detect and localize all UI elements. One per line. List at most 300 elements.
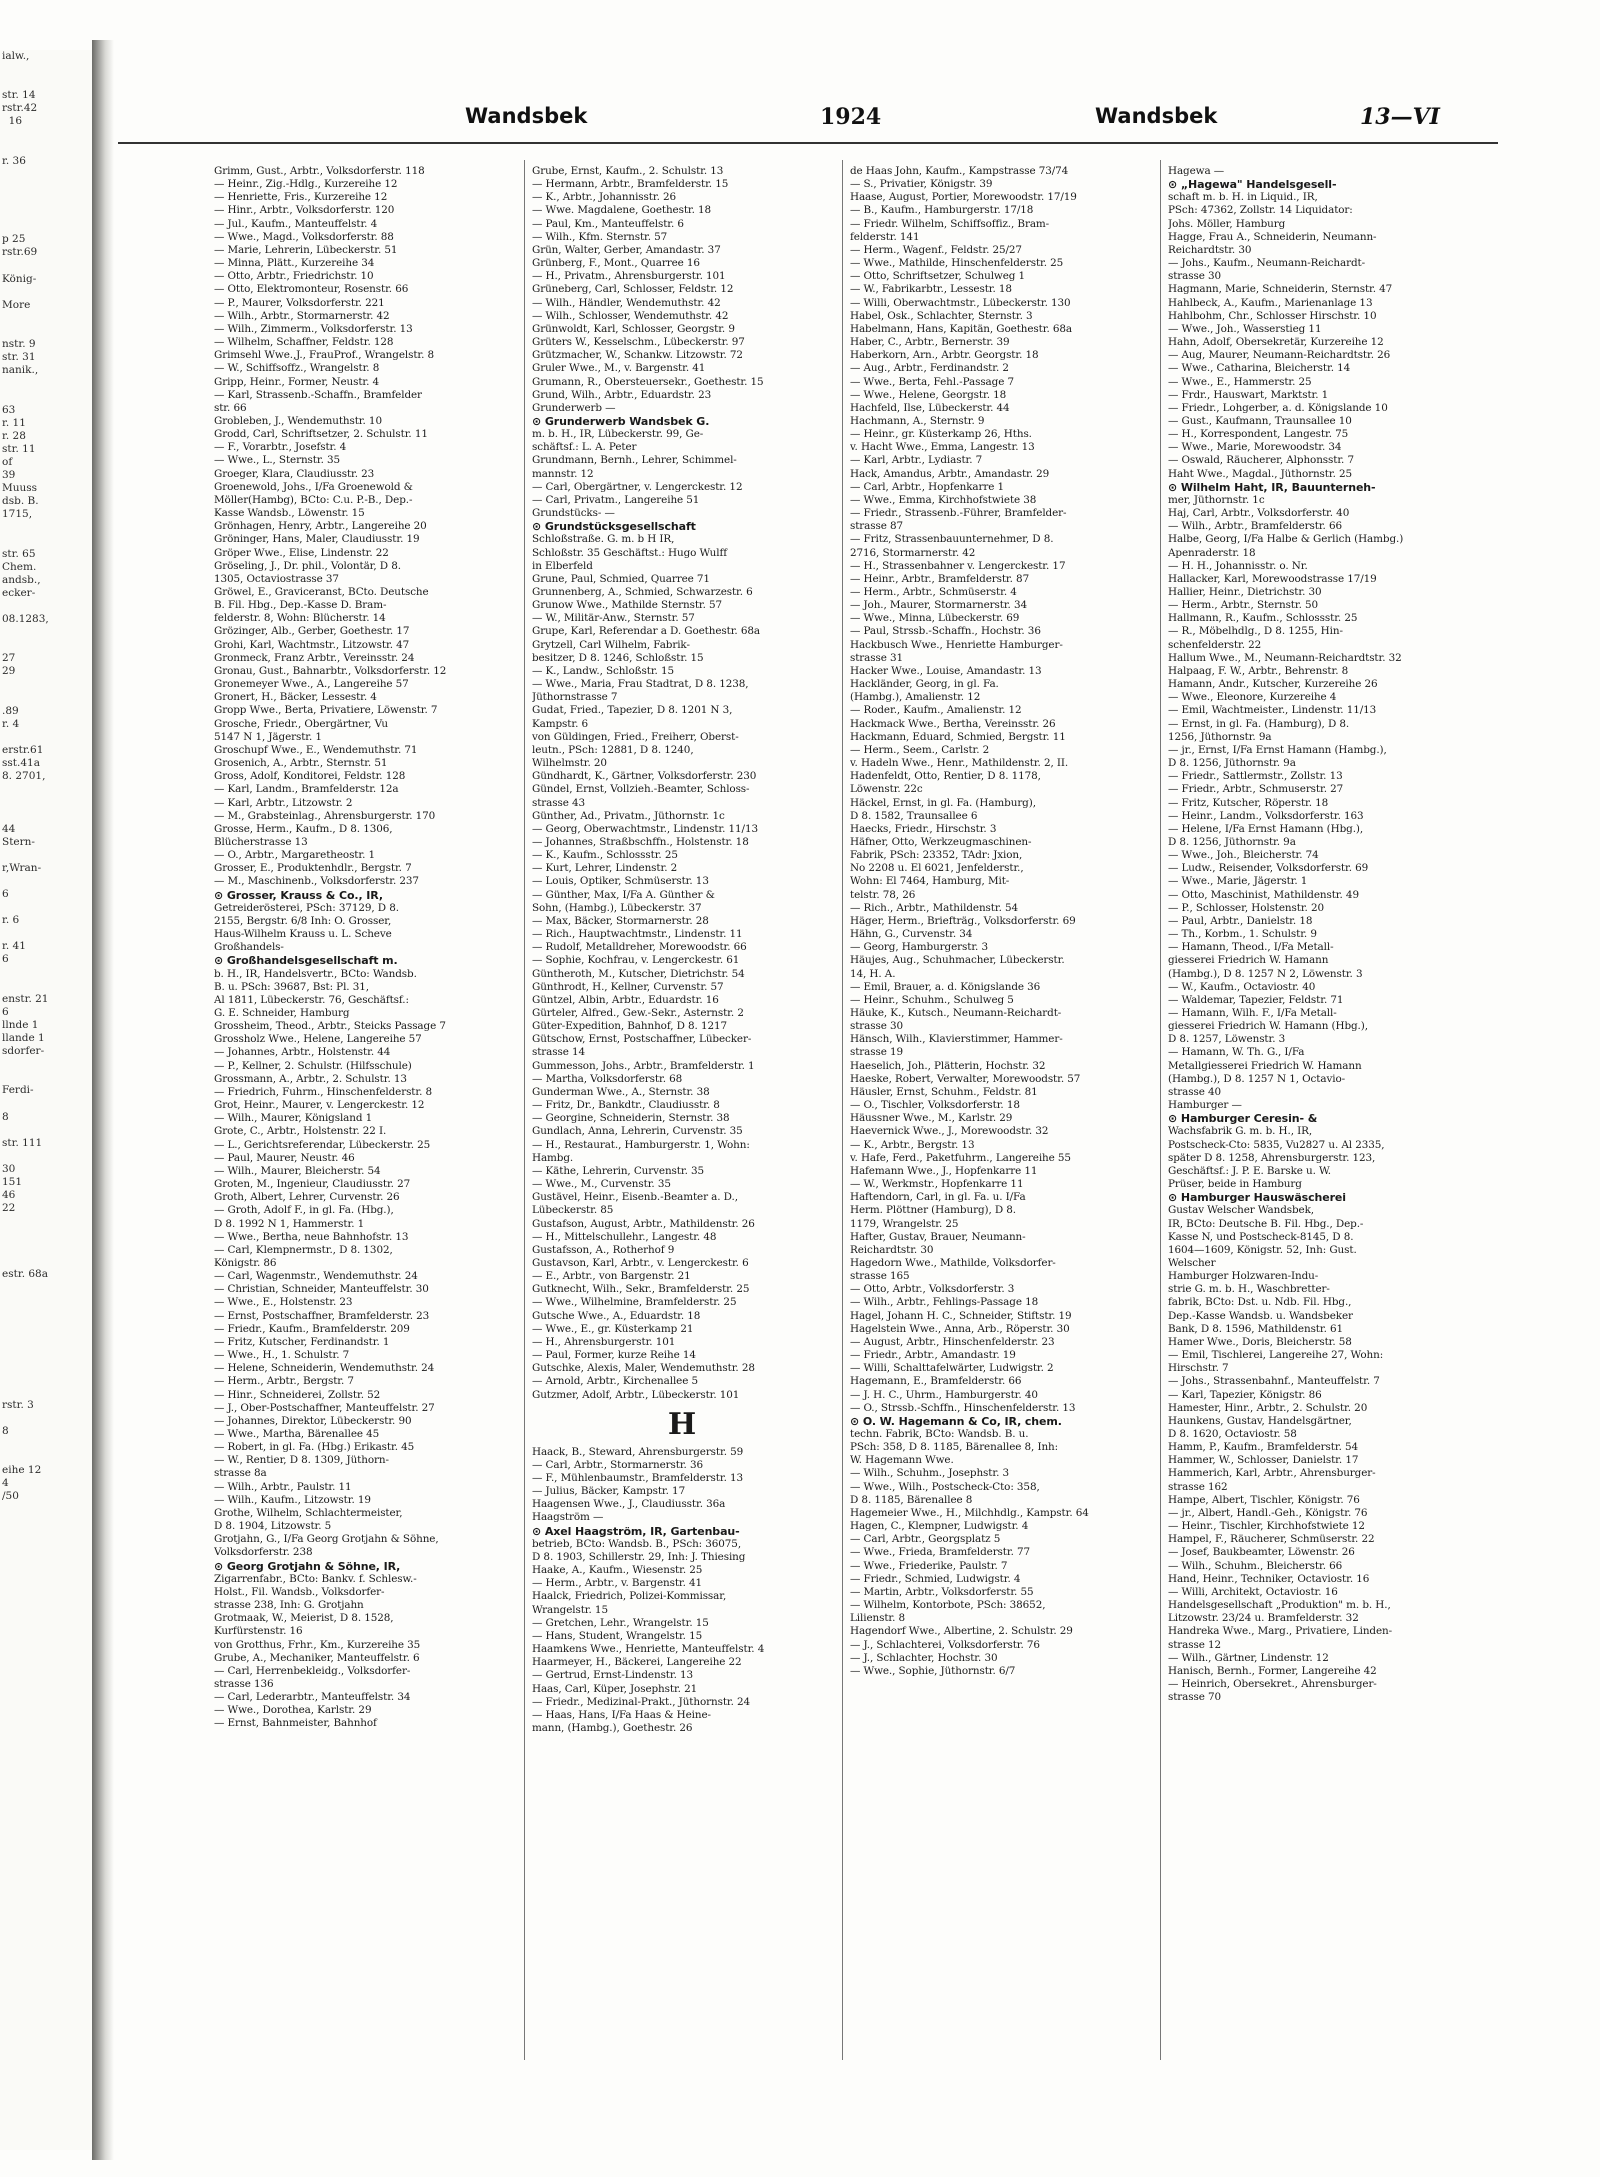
directory-entry: Grundmann, Bernh., Lehrer, Schimmel-: [532, 454, 737, 467]
directory-entry: — Minna, Plätt., Kurzereihe 34: [214, 257, 375, 270]
directory-entry: D 8. 1257, Löwenstr. 3: [1168, 1033, 1286, 1046]
directory-entry: — Gust., Kaufmann, Traunsallee 10: [1168, 414, 1352, 427]
directory-entry: — H., Korrespondent, Langestr. 75: [1168, 428, 1349, 441]
directory-entry: Häger, Herm., Briefträg., Volksdorferstr. 69: [850, 914, 1076, 927]
prev-page-text: Chem.: [2, 560, 37, 573]
directory-entry: Zigarrenfabr., BCto: Bankv. f. Schlesw.-: [214, 1572, 417, 1585]
prev-page-text: [0, 901, 92, 914]
directory-entry: — Otto, Arbtr., Friedrichstr. 10: [214, 270, 374, 283]
prev-page-text: [0, 286, 92, 299]
directory-entry: Hamm, P., Kaufm., Bramfelderstr. 54: [1168, 1441, 1359, 1454]
directory-entry: Häujes, Aug., Schuhmacher, Lübeckerstr.: [850, 954, 1065, 967]
column-divider: [524, 160, 525, 2060]
prev-page-text: str. 14: [2, 89, 36, 102]
directory-entry: — Wwe., Berta, Fehl.-Passage 7: [850, 375, 1014, 388]
directory-entry: Kasse Wandsb., Löwenstr. 15: [214, 507, 365, 520]
directory-entry: Günthrodt, H., Kellner, Curvenstr. 57: [532, 980, 724, 993]
directory-entry: Hadenfeldt, Otto, Rentier, D 8. 1178,: [850, 770, 1041, 783]
prev-page-text: r. 41: [2, 940, 26, 953]
directory-entry: 1305, Octaviostrasse 37: [214, 572, 339, 585]
directory-entry: leutn., PSch: 12881, D 8. 1240,: [532, 743, 694, 756]
directory-entry: — S., Privatier, Königstr. 39: [850, 178, 993, 191]
directory-entry: — Herm., Arbtr., Sternstr. 50: [1168, 599, 1319, 612]
directory-entry: techn. Fabrik, BCto: Wandsb. B. u.: [850, 1428, 1029, 1440]
directory-entry: — Oswald, Räucherer, Alphonsstr. 7: [1168, 454, 1354, 467]
directory-entry: — Ernst, Bahnmeister, Bahnhof: [214, 1717, 377, 1730]
prev-page-text: [0, 63, 92, 76]
directory-entry: — J., Schlachterei, Volksdorferstr. 76: [850, 1638, 1040, 1651]
directory-entry: Prüser, beide in Hamburg: [1168, 1178, 1302, 1191]
directory-entry: PSch: 358, D 8. 1185, Bärenallee 8, Inh:: [850, 1441, 1059, 1454]
directory-entry: D 8. 1256, Jüthornstr. 9a: [1168, 835, 1296, 848]
directory-entry: — W., Schiffsoffz., Wrangelstr. 8: [214, 362, 380, 375]
directory-entry: G. E. Schneider, Hamburg: [214, 1007, 350, 1019]
directory-entry: — Wilh., Kfm. Sternstr. 57: [532, 230, 668, 243]
directory-entry: Halbe, Georg, I/Fa Halbe & Gerlich (Hambg.): [1168, 533, 1404, 546]
directory-entry: — Max, Bäcker, Stormarnerstr. 28: [532, 914, 709, 927]
prev-page-text: 22: [2, 1202, 16, 1215]
directory-entry: Geschäftsf.: J. P. E. Barske u. W.: [1168, 1164, 1332, 1177]
directory-entry: Lilienstr. 8: [850, 1612, 906, 1625]
directory-entry: — Wwe., Bertha, neue Bahnhofstr. 13: [214, 1230, 409, 1243]
directory-entry: — Karl, Tapezier, Königstr. 86: [1168, 1388, 1322, 1401]
prev-page-text: r,Wran-: [2, 861, 42, 874]
directory-entry: Grimm, Gust., Arbtr., Volksdorferstr. 118: [214, 165, 425, 177]
directory-entry: Metallgiesserei Friedrich W. Hamann: [1168, 1059, 1362, 1072]
directory-entry: — Wwe. Magdalene, Goethestr. 18: [532, 204, 712, 217]
directory-entry: Hackbusch Wwe., Henriette Hamburger-: [850, 638, 1063, 651]
directory-entry: Hafter, Gustav, Brauer, Neumann-: [850, 1230, 1026, 1243]
directory-entry: felderstr. 141: [850, 230, 920, 243]
directory-entry: Haas, Carl, Küper, Josephstr. 21: [532, 1682, 698, 1695]
directory-entry: Grube, A., Mechaniker, Manteuffelstr. 6: [214, 1651, 420, 1664]
directory-entry: Gronau, Gust., Bahnarbtr., Volksdorferstr. 12: [214, 664, 447, 677]
directory-entry: Hachmann, A., Sternstr. 9: [850, 414, 985, 427]
directory-entry: strasse 165: [850, 1270, 910, 1283]
directory-entry: Habelmann, Hans, Kapitän, Goethestr. 68a: [850, 322, 1072, 335]
directory-entry: D 8. 1256, Jüthornstr. 9a: [1168, 757, 1296, 770]
prev-page-text: /50: [2, 1490, 19, 1503]
directory-entry: Habel, Osk., Schlachter, Sternstr. 3: [850, 309, 1033, 322]
directory-entry: strasse 238, Inh: G. Grotjahn: [214, 1599, 364, 1612]
prev-page-text: [0, 1451, 92, 1464]
prev-page-text: [0, 1255, 92, 1268]
directory-entry: — Wwe., Joh., Bleicherstr. 74: [1168, 849, 1319, 862]
directory-entry: — Karl, Arbtr., Lydiastr. 7: [850, 454, 983, 467]
directory-entry: Grund, Wilh., Arbtr., Eduardstr. 23: [532, 388, 712, 401]
directory-entry: D 8. 1620, Octaviostr. 58: [1168, 1428, 1297, 1440]
directory-entry: — W., Rentier, D 8. 1309, Jüthorn-: [214, 1454, 389, 1467]
directory-entry: Gustav Welscher Wandsbek,: [1168, 1204, 1314, 1217]
prev-page-text: [0, 626, 92, 639]
directory-entry: — Hamann, Theod., I/Fa Metall-: [1168, 941, 1334, 954]
prev-page-text: ialw.,: [2, 50, 30, 62]
directory-entry: Gürteler, Alfred., Gew.-Sekr., Asternstr. 2: [532, 1007, 744, 1019]
directory-entry: Haarmeyer, H., Bäckerei, Langereihe 22: [532, 1656, 742, 1669]
directory-entry: Volksdorferstr. 238: [214, 1546, 313, 1559]
prev-page-text: 30: [2, 1162, 16, 1175]
directory-entry: 2716, Stormarnerstr. 42: [850, 546, 976, 559]
directory-entry: (Hambg.), D 8. 1257 N 2, Löwenstr. 3: [1168, 967, 1363, 980]
directory-entry: — B., Kaufm., Hamburgerstr. 17/18: [850, 204, 1034, 217]
prev-page-text: [0, 377, 92, 390]
directory-entry: — Robert, in gl. Fa. (Hbg.) Erikastr. 45: [214, 1441, 415, 1454]
directory-entry: — Wwe., Wilh., Postscheck-Cto: 358,: [850, 1480, 1040, 1493]
directory-entry: Hallier, Heinr., Dietrichstr. 30: [1168, 586, 1322, 598]
directory-entry: — Wilhelm, Kontorbote, PSch: 38652,: [850, 1599, 1046, 1612]
directory-entry: Handelsgesellschaft „Produktion" m. b. H.,: [1168, 1599, 1391, 1612]
directory-entry: — Wilh., Schlosser, Wendemuthstr. 42: [532, 309, 729, 322]
directory-entry: — Willi, Oberwachtmstr., Lübeckerstr. 130: [850, 296, 1071, 309]
directory-entry: — Friedr., Arbtr., Schmuserstr. 27: [1168, 783, 1344, 796]
column-divider: [842, 160, 843, 2060]
directory-entry: — Louis, Optiker, Schmüserstr. 13: [532, 875, 709, 888]
directory-entry: Haht Wwe., Magdal., Jüthornstr. 25: [1168, 467, 1353, 480]
directory-entry: Hirschstr. 7: [1168, 1362, 1229, 1375]
directory-entry: v. Hafe, Ferd., Paketfuhrm., Langereihe 55: [850, 1151, 1071, 1164]
directory-entry: — jr., Albert, Handl.-Geh., Königstr. 76: [1168, 1506, 1368, 1519]
prev-page-text: [0, 927, 92, 940]
directory-entry: Grünwoldt, Karl, Schlosser, Georgstr. 9: [532, 322, 735, 335]
prev-page-text: [0, 260, 92, 273]
directory-entry: von Grotthus, Frhr., Km., Kurzereihe 35: [214, 1638, 421, 1651]
directory-entry: — W., Kaufm., Octaviostr. 40: [1168, 980, 1316, 993]
directory-entry: B. Fil. Hbg., Dep.-Kasse D. Bram-: [214, 599, 387, 612]
prev-page-text: sst.41a: [2, 757, 40, 770]
directory-entry: Gutsche Wwe., A., Eduardstr. 18: [532, 1309, 701, 1322]
directory-entry: mann, (Hambg.), Goethestr. 26: [532, 1721, 693, 1734]
directory-entry: Hahlbeck, A., Kaufm., Marienanlage 13: [1168, 296, 1373, 309]
directory-entry: Hacker Wwe., Louise, Amandastr. 13: [850, 664, 1042, 677]
prev-page-text: r. 6: [2, 914, 20, 927]
directory-entry: Groeger, Klara, Claudiusstr. 23: [214, 467, 375, 480]
prev-page-text: str. 111: [2, 1136, 43, 1149]
directory-entry: Hachfeld, Ilse, Lübeckerstr. 44: [850, 401, 1010, 414]
directory-entry: Hackmann, Eduard, Schmied, Bergstr. 11: [850, 730, 1066, 743]
directory-entry: — Käthe, Lehrerin, Curvenstr. 35: [532, 1164, 704, 1177]
prev-page-text: [0, 168, 92, 181]
directory-entry: — Herm., Seem., Carlstr. 2: [850, 743, 990, 756]
directory-entry: — Rich., Arbtr., Mathildenstr. 54: [850, 901, 1018, 914]
directory-entry: strasse 14: [532, 1046, 586, 1059]
directory-entry: (Hambg.), Amalienstr. 12: [850, 691, 981, 704]
directory-entry: — Wilh., Zimmerm., Volksdorferstr. 13: [214, 322, 413, 335]
prev-page-text: 16: [2, 115, 23, 128]
directory-entry: — H. H., Johannisstr. o. Nr.: [1168, 559, 1308, 572]
directory-entry: — Helene, Schneiderin, Wendemuthstr. 24: [214, 1362, 435, 1375]
directory-entry: — Wwe., Wilhelmine, Bramfelderstr. 25: [532, 1296, 737, 1309]
prev-page-text: [0, 142, 92, 155]
prev-page-text: rstr.69: [2, 246, 38, 259]
directory-entry: — Otto, Elektromonteur, Rosenstr. 66: [214, 283, 409, 296]
prev-page-text: [0, 967, 92, 980]
directory-entry: Grunderwerb —: [532, 401, 616, 414]
book-gutter: [92, 40, 114, 2160]
previous-page-fragment: [0, 50, 94, 2150]
directory-entry: — Gertrud, Ernst-Lindenstr. 13: [532, 1669, 694, 1682]
directory-entry: — Paul, Maurer, Neustr. 46: [214, 1151, 355, 1164]
prev-page-text: rstr. 3: [2, 1398, 34, 1411]
directory-entry: — Martha, Volksdorferstr. 68: [532, 1072, 683, 1085]
directory-entry: Wrangelstr. 15: [532, 1603, 608, 1616]
directory-entry: Grützmacher, W., Schankw. Litzowstr. 72: [532, 349, 743, 362]
prev-page-text: [0, 194, 92, 207]
directory-entry: Hammerich, Karl, Arbtr., Ahrensburger-: [1168, 1467, 1376, 1480]
directory-entry: Postscheck-Cto: 5835, Vu2827 u. Al 2335,: [1168, 1138, 1385, 1151]
directory-entry: Häfner, Otto, Werkzeugmaschinen-: [850, 835, 1032, 848]
directory-entry: — Herm., Arbtr., v. Bargenstr. 41: [532, 1577, 703, 1590]
directory-entry: — Kurt, Lehrer, Lindenstr. 2: [532, 862, 678, 875]
directory-entry: — Emil, Brauer, a. d. Königslande 36: [850, 980, 1041, 993]
prev-page-text: [0, 1215, 92, 1228]
directory-entry: — Heinr., Schuhm., Schulweg 5: [850, 993, 1014, 1006]
directory-entry: Grosser, E., Produktenhdlr., Bergstr. 7: [214, 862, 412, 875]
prev-page-text: of: [2, 455, 13, 468]
directory-entry: — H., Ahrensburgerstr. 101: [532, 1335, 676, 1348]
directory-entry: — Carl, Lederarbtr., Manteuffelstr. 34: [214, 1691, 411, 1704]
directory-entry: — Jul., Kaufm., Manteuffelstr. 4: [214, 217, 378, 230]
running-head-left: Wandsbek: [465, 104, 588, 128]
directory-entry: — Carl, Arbtr., Georgsplatz 5: [850, 1533, 1001, 1546]
directory-entry: Grot, Heinr., Maurer, v. Lengerckestr. 12: [214, 1099, 425, 1112]
directory-entry: strasse 30: [850, 1020, 904, 1033]
directory-entry: — Wwe., E., Hammerstr. 25: [1168, 375, 1312, 388]
directory-entry: Grundstücks- —: [532, 507, 615, 520]
directory-entry: — O., Tischler, Volksdorferstr. 18: [850, 1099, 1020, 1112]
directory-entry: Häckel, Ernst, in gl. Fa. (Hamburg),: [850, 796, 1036, 809]
prev-page-text: [0, 521, 92, 534]
directory-entry: — Carl, Arbtr., Hopfenkarre 1: [850, 480, 1005, 493]
directory-entry: — Wilh., Gärtner, Lindenstr. 12: [1168, 1651, 1329, 1664]
directory-entry: B. u. PSch: 39687, Bst: Pl. 31,: [214, 980, 369, 993]
directory-entry: Kampstr. 6: [532, 717, 589, 730]
directory-entry: — Wwe., Eleonore, Kurzereihe 4: [1168, 691, 1337, 704]
directory-entry: Hafemann Wwe., J., Hopfenkarre 11: [850, 1164, 1038, 1177]
directory-entry: Johs. Möller, Hamburg: [1168, 217, 1286, 230]
directory-entry: Kurfürstenstr. 16: [214, 1625, 303, 1638]
directory-entry: D 8. 1185, Bärenallee 8: [850, 1493, 973, 1506]
prev-page-text: [0, 325, 92, 338]
directory-entry: — Johannes, Straßbschffn., Holstenstr. 18: [532, 835, 749, 848]
directory-entry: — Hermann, Arbtr., Bramfelderstr. 15: [532, 178, 729, 191]
directory-entry: W. Hagemann Wwe.: [850, 1454, 954, 1467]
directory-entry: — P., Schlosser, Holstenstr. 20: [1168, 901, 1324, 914]
directory-entry: Grohi, Karl, Wachtmstr., Litzowstr. 47: [214, 638, 410, 651]
firm-entry: ⊙ Grosser, Krauss & Co., IR,: [214, 888, 383, 902]
directory-entry: Gronert, H., Bäcker, Lessestr. 4: [214, 691, 377, 704]
prev-page-text: 46: [2, 1189, 16, 1202]
directory-entry: Haamkens Wwe., Henriette, Manteuffelstr. 4: [532, 1643, 765, 1656]
directory-column-4: [1168, 165, 1476, 2065]
column-divider: [1160, 160, 1161, 2060]
prev-page-text: [0, 875, 92, 888]
directory-entry: — Friedr. Wilhelm, Schiffsoffiz., Bram-: [850, 217, 1050, 230]
directory-entry: str. 66: [214, 401, 247, 414]
directory-entry: — Wilh., Maurer, Königsland 1: [214, 1112, 373, 1125]
prev-page-text: 4: [2, 1477, 9, 1490]
directory-entry: Apenraderstr. 18: [1168, 546, 1256, 559]
directory-entry: Gröper Wwe., Elise, Lindenstr. 22: [214, 546, 389, 559]
prev-page-text: 8. 2701,: [2, 770, 46, 783]
directory-entry: Hammer, W., Schlosser, Danielstr. 17: [1168, 1454, 1359, 1467]
directory-entry: — F., Mühlenbaumstr., Bramfelderstr. 13: [532, 1472, 744, 1484]
directory-entry: Gündel, Ernst, Vollzieh.-Beamter, Schloss-: [532, 783, 750, 796]
directory-entry: Hampe, Albert, Tischler, Königstr. 76: [1168, 1493, 1360, 1506]
prev-page-text: r. 36: [2, 154, 26, 167]
directory-entry: fabrik, BCto: Dst. u. Ndb. Fil. Hbg.,: [1168, 1296, 1352, 1309]
directory-entry: — Wilh., Arbtr., Bramfelderstr. 66: [1168, 520, 1342, 533]
prev-page-text: [0, 692, 92, 705]
directory-entry: in Elberfeld: [532, 559, 593, 572]
prev-page-text: [0, 1359, 92, 1372]
directory-entry: Gustävel, Heinr., Eisenb.-Beamter a. D.,: [532, 1191, 738, 1204]
directory-entry: — Friedr., Lohgerber, a. d. Königslande 10: [1168, 401, 1388, 414]
directory-entry: Sohn, (Hambg.), Lübeckerstr. 37: [532, 901, 702, 914]
directory-entry: — Hamann, Wilh. F., I/Fa Metall-: [1168, 1007, 1337, 1019]
directory-entry: IR, BCto: Deutsche B. Fil. Hbg., Dep.-: [1168, 1217, 1364, 1230]
directory-entry: v. Hadeln Wwe., Henr., Mathildenstr. 2, II.: [850, 757, 1069, 770]
directory-entry: — Hinr., Arbtr., Volksdorferstr. 120: [214, 204, 395, 217]
directory-entry: Gronmeck, Franz Arbtr., Vereinsstr. 24: [214, 651, 415, 664]
directory-entry: — L., Gerichtsreferendar, Lübeckerstr. 25: [214, 1138, 431, 1151]
prev-page-text: [0, 1372, 92, 1385]
directory-entry: Häusler, Ernst, Schuhm., Feldstr. 81: [850, 1085, 1038, 1098]
directory-entry: Hallmann, R., Kaufm., Schlossstr. 25: [1168, 612, 1358, 625]
directory-entry: — Groth, Adolf F., in gl. Fa. (Hbg.),: [214, 1204, 394, 1217]
directory-entry: Hahn, Adolf, Obersekretär, Kurzereihe 12: [1168, 336, 1384, 349]
directory-entry: — Fritz, Kutscher, Ferdinandstr. 1: [214, 1335, 390, 1348]
directory-entry: Grupe, Karl, Referendar a D. Goethestr. 68a: [532, 625, 760, 638]
directory-column-1: [214, 165, 514, 2065]
directory-entry: — Arnold, Arbtr., Kirchenallee 5: [532, 1375, 698, 1388]
directory-entry: m. b. H., IR, Lübeckerstr. 99, Ge-: [532, 428, 704, 441]
directory-entry: D 8. 1582, Traunsallee 6: [850, 809, 978, 822]
directory-entry: — Otto, Maschinist, Mathildenstr. 49: [1168, 888, 1359, 901]
directory-entry: Güntheroth, M., Kutscher, Dietrichstr. 54: [532, 967, 745, 980]
directory-entry: — M., Grabsteinlag., Ahrensburgerstr. 170: [214, 809, 436, 822]
prev-page-text: [0, 1294, 92, 1307]
directory-entry: Gropp Wwe., Berta, Privatiere, Löwenstr. 7: [214, 704, 438, 717]
directory-entry: — Heinrich, Obersekret., Ahrensburger-: [1168, 1677, 1377, 1690]
directory-entry: Güter-Expedition, Bahnhof, D 8. 1217: [532, 1020, 728, 1033]
prev-page-text: 39: [2, 469, 16, 481]
directory-entry: — Carl, Arbtr., Stormarnerstr. 36: [532, 1458, 703, 1471]
directory-entry: — Fritz, Kutscher, Röperstr. 18: [1168, 796, 1329, 809]
prev-page-text: [0, 1320, 92, 1333]
directory-entry: — Hamann, W. Th. G., I/Fa: [1168, 1046, 1305, 1059]
directory-entry: — H., Restaurat., Hamburgerstr. 1, Wohn:: [532, 1138, 750, 1151]
prev-page-text: [0, 220, 92, 233]
directory-entry: — Georg, Oberwachtmstr., Lindenstr. 11/13: [532, 822, 758, 835]
directory-entry: Gruler Wwe., M., v. Bargenstr. 41: [532, 362, 706, 375]
directory-entry: — Sophie, Kochfrau, v. Lengerckestr. 61: [532, 954, 740, 967]
directory-entry: Gutknecht, Wilh., Sekr., Bramfelderstr. 25: [532, 1283, 750, 1296]
directory-entry: Welscher: [1168, 1256, 1216, 1269]
prev-page-text: [0, 390, 92, 403]
directory-entry: Gröwel, E., Graviceranst, BCto. Deutsche: [214, 586, 429, 598]
directory-entry: — W., Werkmstr., Hopfenkarre 11: [850, 1178, 1024, 1191]
directory-entry: — Haas, Hans, I/Fa Haas & Heine-: [532, 1708, 711, 1721]
directory-entry: — Wwe., Marie, Morewoodstr. 34: [1168, 441, 1342, 454]
directory-entry: — Emil, Tischlerei, Langereihe 27, Wohn:: [1168, 1349, 1384, 1362]
directory-entry: Bank, D 8. 1596, Mathildenstr. 61: [1168, 1322, 1344, 1335]
directory-entry: — Christian, Schneider, Manteuffelstr. 30: [214, 1283, 429, 1296]
directory-entry: — Wilh., Händler, Wendemuthstr. 42: [532, 296, 721, 309]
directory-entry: — Fritz, Dr., Bankdtr., Claudiusstr. 8: [532, 1099, 720, 1112]
directory-entry: — Wwe., Martha, Bärenallee 45: [214, 1428, 380, 1440]
directory-entry: Herm. Plöttner (Hamburg), D 8.: [850, 1204, 1017, 1217]
directory-entry: Löwenstr. 22c: [850, 783, 923, 796]
directory-entry: — Friedr., Medizinal-Prakt., Jüthornstr. 24: [532, 1695, 751, 1708]
prev-page-text: 08.1283,: [2, 613, 49, 626]
prev-page-text: [0, 312, 92, 325]
directory-entry: Hahlbohm, Chr., Schlosser Hirschstr. 10: [1168, 309, 1377, 322]
directory-entry: — O., Strssb.-Schffn., Hinschenfelderstr. 13: [850, 1401, 1076, 1414]
directory-entry: — Martin, Arbtr., Volksdorferstr. 55: [850, 1585, 1034, 1598]
directory-entry: 2155, Bergstr. 6/8 Inh: O. Grosser,: [214, 914, 392, 927]
directory-entry: Grote, C., Arbtr., Holstenstr. 22 I.: [214, 1125, 387, 1138]
directory-entry: Haake, A., Kaufm., Wiesenstr. 25: [532, 1564, 703, 1577]
directory-entry: — jr., Ernst, I/Fa Ernst Hamann (Hambg.),: [1168, 743, 1387, 756]
directory-entry: Gröninger, Hans, Maler, Claudiusstr. 19: [214, 533, 420, 546]
prev-page-text: dsb. B.: [2, 495, 39, 508]
prev-page-text: enstr. 21: [2, 992, 49, 1005]
directory-entry: — Herm., Arbtr., Bergstr. 7: [214, 1375, 354, 1388]
directory-entry: — Wilh., Kaufm., Litzowstr. 19: [214, 1493, 371, 1506]
directory-entry: — Wilh., Schuhm., Bleicherstr. 66: [1168, 1559, 1343, 1572]
directory-entry: Hampel, F., Räucherer, Schmüserstr. 22: [1168, 1533, 1375, 1546]
directory-entry: Hagewa —: [1168, 165, 1225, 177]
directory-entry: — Waldemar, Tapezier, Feldstr. 71: [1168, 993, 1344, 1006]
prev-page-text: p 25: [2, 233, 26, 246]
directory-entry: schäftsf.: L. A. Peter: [532, 441, 637, 454]
directory-entry: — Rich., Hauptwachtmstr., Lindenstr. 11: [532, 928, 743, 941]
directory-entry: Gripp, Heinr., Former, Neustr. 4: [214, 375, 380, 388]
firm-entry: ⊙ Wilhelm Haht, IR, Bauunterneh-: [1168, 480, 1376, 494]
directory-entry: — Wilh., Schuhm., Josephstr. 3: [850, 1467, 1010, 1480]
prev-page-text: [0, 76, 92, 89]
directory-entry: — Carl, Privatm., Langereihe 51: [532, 493, 700, 506]
directory-entry: — Wwe., Mathilde, Hinschenfelderstr. 25: [850, 257, 1064, 270]
directory-entry: — Ludw., Reisender, Volksdorferstr. 69: [1168, 862, 1369, 875]
directory-entry: — Herm., Arbtr., Schmüserstr. 4: [850, 586, 1017, 598]
directory-entry: — Wwe., Friederike, Paulstr. 7: [850, 1559, 1008, 1572]
directory-entry: — Fritz, Strassenbauunternehmer, D 8.: [850, 533, 1054, 546]
directory-entry: Hagedorn Wwe., Mathilde, Volksdorfer-: [850, 1256, 1056, 1269]
directory-entry: felderstr. 8, Wohn: Blücherstr. 14: [214, 612, 386, 625]
directory-entry: — F., Vorarbtr., Josefstr. 4: [214, 441, 347, 454]
prev-page-text: Stern-: [2, 835, 35, 848]
prev-page-text: [0, 1438, 92, 1451]
directory-entry: Haagström —: [532, 1511, 604, 1524]
directory-entry: — J. H. C., Uhrm., Hamburgerstr. 40: [850, 1388, 1038, 1401]
directory-entry: — Otto, Arbtr., Volksdorferstr. 3: [850, 1283, 1015, 1296]
directory-entry: — Herm., Wagenf., Feldstr. 25/27: [850, 243, 1022, 256]
directory-entry: Haj, Carl, Arbtr., Volksdorferstr. 40: [1168, 507, 1350, 520]
directory-entry: — Friedr., Strassenb.-Führer, Bramfelder-: [850, 507, 1067, 520]
directory-entry: Gunderman Wwe., A., Sternstr. 38: [532, 1085, 710, 1098]
directory-entry: — Friedr., Sattlermstr., Zollstr. 13: [1168, 770, 1343, 783]
prev-page-text: sdorfer-: [2, 1045, 45, 1058]
prev-page-text: 27: [2, 652, 16, 665]
directory-entry: Hallacker, Karl, Morewoodstrasse 17/19: [1168, 572, 1377, 585]
directory-entry: Hamburger —: [1168, 1099, 1242, 1112]
directory-entry: Grossmann, A., Arbtr., 2. Schulstr. 13: [214, 1072, 407, 1085]
directory-entry: — Wwe., E., Holstenstr. 23: [214, 1296, 353, 1309]
directory-entry: Gütschow, Ernst, Postschaffner, Lübecker-: [532, 1033, 752, 1046]
directory-entry: — K., Landw., Schloßstr. 15: [532, 664, 674, 677]
directory-entry: Grosenich, A., Arbtr., Sternstr. 51: [214, 757, 388, 770]
